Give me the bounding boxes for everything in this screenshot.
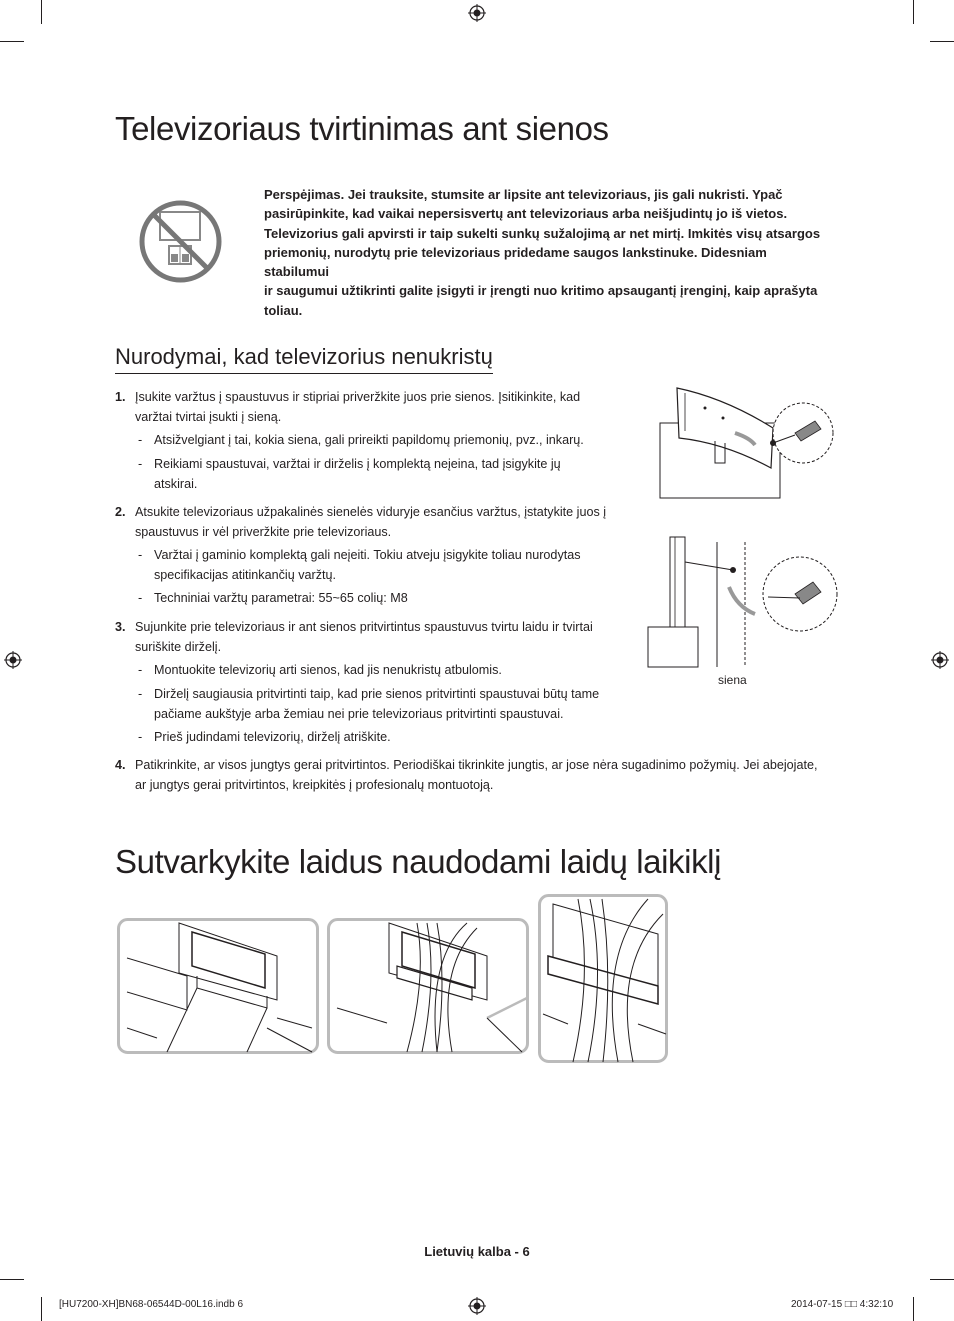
step-line: Sujunkite prie televizoriaus ir ant sienos pritvirtintus spaustuvus tvirtu laidu ir tvirtai: [135, 620, 593, 634]
step-number: 3.: [115, 620, 126, 634]
step-number: 2.: [115, 505, 126, 519]
cable-holder-step-3: [538, 894, 668, 1064]
crop-mark: [0, 1279, 24, 1280]
cable-holder-step-1: [117, 918, 319, 1054]
note-line: Atsižvelgiant į tai, kokia siena, gali prireikti papildomų priemonių, pvz., inkarų.: [154, 433, 584, 447]
step-number: 1.: [115, 390, 126, 404]
warning-line: Televizorius gali apvirsti ir taip sukelti sunkų sužalojimą ar net mirtį. Imkitės visų atsargos: [264, 225, 821, 241]
note-line: specifikacijas atitinkančių varžtų.: [154, 567, 336, 582]
section2-title: Sutvarkykite laidus naudodami laidų laikiklį: [115, 843, 722, 880]
note-line: Techniniai varžtų parametrai: 55~65 colių: M8: [154, 591, 408, 605]
bullet-dash: -: [138, 687, 143, 701]
warning-line: Perspėjimas. Jei trauksite, stumsite ar lipsite ant televizoriaus, jis gali nukristi. Ypač: [264, 187, 783, 202]
no-climbing-warning-icon: [138, 199, 223, 284]
note-line: Dirželį saugiausia pritvirtinti taip, kad prie sienos pritvirtinti spaustuvai būtų tame: [154, 687, 600, 701]
step-line: Atsukite televizoriaus užpakalinės sienelės viduryje esančius varžtus, įstatykite juos į: [135, 505, 607, 519]
note-line: atskirai.: [154, 476, 198, 491]
warning-line: priemonių, nurodytų prie televizoriaus pridedame saugos lankstinuke. Didesniam stabilumui: [264, 244, 767, 280]
tv-wall-strap-illustration: [645, 532, 840, 672]
print-date: 2014-07-15 □□ 4:32:10: [791, 1299, 894, 1310]
bullet-dash: -: [138, 433, 143, 447]
warning-line: pasirūpinkite, kad vaikai nepersisvertų ant televizoriaus arba neišjudintų jo iš vietos.: [264, 206, 788, 222]
registration-mark-icon: [468, 4, 486, 22]
step-line: Patikrinkite, ar visos jungtys gerai pritvirtintos. Periodiškai tikrinkite jungtis, ar jose nėra sugadinimo požymių. Jei abejojate,: [135, 758, 818, 772]
step-line: Įsukite varžtus į spaustuvus ir stipriai priveržkite juos prie sienos. Įsitikinkite, kad: [135, 390, 581, 404]
wall-label: siena: [718, 673, 747, 687]
step-line: spaustuvus ir vėl priveržkite prie televizoriaus.: [135, 524, 392, 539]
tv-clamp-illustration: [655, 383, 835, 518]
step-line: varžtai tvirtai įsukti į sieną.: [135, 409, 282, 424]
cable-holder-step-2: [327, 918, 529, 1054]
bullet-dash: -: [138, 730, 143, 744]
note-line: Reikiami spaustuvai, varžtai ir dirželis į komplektą neįeina, tad įsigykite jų: [154, 457, 561, 471]
warning-text: [264, 185, 834, 320]
crop-mark: [41, 0, 42, 24]
bullet-dash: -: [138, 591, 143, 605]
step-line: suriškite dirželį.: [135, 639, 222, 654]
registration-mark-icon: [4, 651, 22, 669]
file-info: [HU7200-XH]BN68-06544D-00L16.indb 6: [59, 1299, 244, 1310]
crop-mark: [930, 1279, 954, 1280]
crop-mark: [930, 41, 954, 42]
note-line: Prieš judindami televizorių, dirželį atriškite.: [154, 730, 391, 744]
section-heading: Nurodymai, kad televizorius nenukristų: [115, 346, 493, 374]
bullet-dash: -: [138, 457, 143, 471]
bullet-dash: -: [138, 663, 143, 677]
step-line: ar jungtys gerai pritvirtintos, kreipkitės į profesionalų montuotoją.: [135, 777, 494, 792]
crop-mark: [913, 0, 914, 24]
step-number: 4.: [115, 758, 126, 772]
note-line: Varžtai į gaminio komplektą gali neįeiti. Tokiu atveju įsigykite toliau nurodytas: [154, 548, 581, 562]
warning-line: ir saugumui užtikrinti galite įsigyti ir įrengti nuo kritimo apsaugantį įrenginį, kaip aprašyta: [264, 283, 818, 299]
registration-mark-icon: [468, 1297, 486, 1315]
crop-mark: [913, 1297, 914, 1321]
page-title: Televizoriaus tvirtinimas ant sienos: [115, 110, 609, 147]
crop-mark: [0, 41, 24, 42]
note-line: Montuokite televizorių arti sienos, kad jis nenukristų atbulomis.: [154, 663, 502, 677]
bullet-dash: -: [138, 548, 143, 562]
crop-mark: [41, 1297, 42, 1321]
note-line: pačiame aukštyje arba žemiau nei prie televizoriaus pritvirtinti spaustuvai.: [154, 706, 564, 721]
warning-line: toliau.: [264, 302, 303, 318]
page-number: Lietuvių kalba - 6: [424, 1244, 530, 1259]
registration-mark-icon: [931, 651, 949, 669]
